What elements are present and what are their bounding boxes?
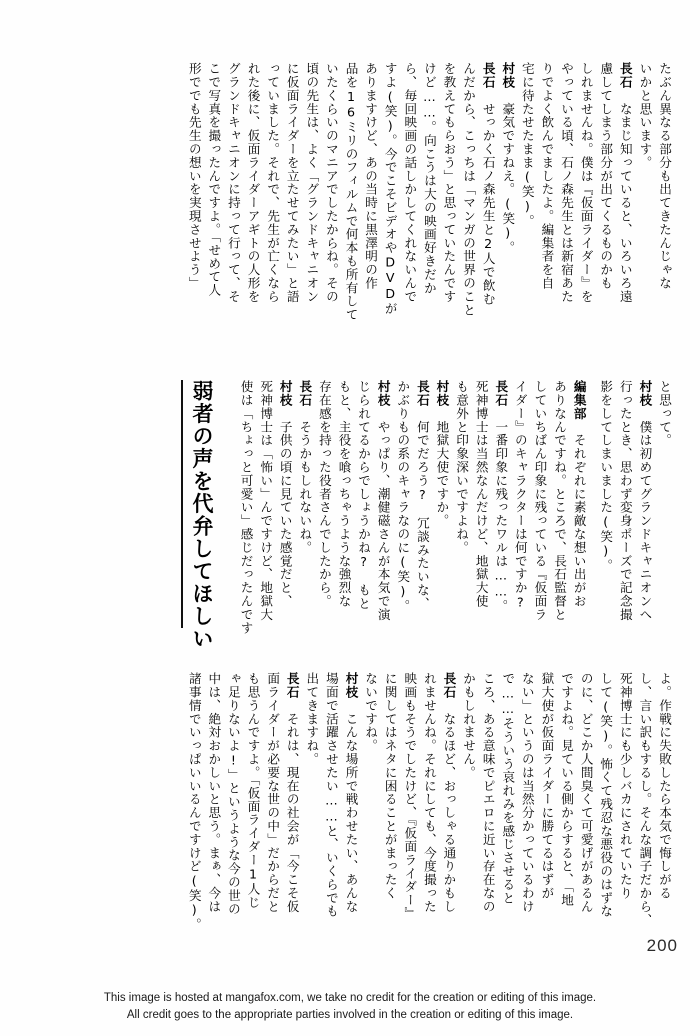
text-column: 出てきますね。: [304, 672, 320, 766]
speaker-name: 村枝: [637, 380, 653, 407]
text-column: 行ったとき、思わず変身ポーズで記念撮: [617, 380, 633, 622]
text-column: たぶん異なる部分も出てきたんじゃな: [657, 62, 672, 290]
text-column: 映画もそうでしたけど、『仮面ライダー』: [402, 672, 418, 921]
text-column: ら、毎回映画の話しかしてくれないんで: [402, 62, 418, 304]
speaker-line-text: せっかく石ノ森先生と2人で飲む: [480, 88, 496, 306]
text-block-middle: [239, 380, 670, 635]
text-column: [618, 62, 631, 303]
text-column: [435, 380, 448, 527]
text-column: して(笑)。怖くて残忍な悪役のはずな: [598, 672, 614, 918]
text-column: [278, 380, 291, 608]
text-column: [376, 380, 389, 621]
text-column: かもしれません。: [461, 672, 477, 780]
text-column: に仮面ライダーを立たせてみたい」と語: [284, 62, 300, 304]
text-block-top: [187, 62, 670, 362]
text-column: [285, 672, 298, 913]
text-column: 使は「ちょっと可愛い」感じだったんです: [238, 380, 254, 635]
speaker-line-text: 僕は初めてグランドキャニオンへ: [637, 406, 653, 622]
text-column: れた後に、仮面ライダーアギトの人形を: [245, 62, 261, 304]
text-column: を教えてもらおう」と思っていたんです: [441, 62, 457, 304]
text-column: ありますけど、あの当時に黒澤明の作: [363, 62, 379, 290]
speaker-name: 長石: [493, 380, 509, 407]
text-column: イダー』のキャラクターは何ですか?: [512, 380, 528, 611]
text-column: [415, 380, 428, 610]
section-heading: [181, 380, 214, 650]
text-column: グランドキャニオンに持って行って、そ: [225, 62, 241, 304]
text-column: 中は、絶対おかしいと思う。まぁ、今は: [206, 672, 222, 914]
text-column: 慮してしまう部分が出てくるものかも: [598, 62, 614, 290]
text-column: 獄大使が仮面ライダーに勝てるはずが: [539, 672, 555, 900]
speaker-name: 編集部: [571, 380, 587, 421]
text-column: かぶりもの系のキャラなのに(笑)。: [395, 380, 411, 613]
speaker-name: 長石: [297, 380, 313, 407]
text-column: こで写真を撮ったんですよ。「せめて人: [206, 62, 222, 297]
text-column: すよ(笑)。今でこそビデオやDVDが: [382, 62, 398, 316]
text-column: していちばん印象に残っている『仮面ラ: [532, 380, 548, 622]
text-column: りでよく飲んでましたよ。編集者を自: [539, 62, 555, 290]
text-column: 死神博士は「怖い」んですけど、地獄大: [258, 380, 274, 622]
text-column: けど……。向こうは大の映画好きだか: [421, 62, 437, 295]
text-column: やっている頃、石ノ森先生とは新宿あた: [559, 62, 575, 304]
text-column: しれませんね。僕は『仮面ライダー』を: [578, 62, 594, 304]
text-column: [344, 672, 357, 913]
text-block-bottom: [186, 672, 672, 932]
text-column: 品を16ミリのフィルムで何本も所有して: [343, 62, 359, 322]
speaker-line-text: 豪気ですねえ。(笑)。: [500, 88, 516, 255]
text-column: と思って。: [657, 380, 672, 447]
text-column: も思うんですよ。「仮面ライダー1人じ: [245, 672, 261, 910]
heading-rule: [181, 380, 183, 628]
text-column: っていました。それで、先生が亡くなら: [265, 62, 281, 304]
text-column: に関してはネタに困ることがまったく: [382, 672, 398, 900]
speaker-line-text: そうかもしれないね。: [297, 406, 313, 555]
speaker-line-text: なまじ知っていると、いろいろ遠: [617, 88, 633, 304]
text-column: 面ライダーが必要な世の中」だからだと: [265, 672, 281, 914]
speaker-line-text: やっぱり、潮健磁さんが本気で演: [375, 406, 391, 622]
text-column: もと、主役を喰っちゃうような強烈な: [336, 380, 352, 608]
text-column: ありなんですね。ところで、長石監督と: [552, 380, 568, 622]
speaker-line-text: 子供の頃に見ていた感覚だと、: [277, 406, 293, 608]
text-column: も意外と印象深いですよね。: [454, 380, 470, 555]
text-column: れませんね。それにしても、今度撮った: [421, 672, 437, 914]
text-column: [501, 62, 514, 254]
footer-notice: [0, 990, 700, 1023]
text-column: 形ででも先生の想いを実現させよう」: [186, 62, 202, 290]
text-column: で……そういう哀れみを感じさせると: [500, 672, 516, 905]
text-column: いかと思います。: [637, 62, 653, 170]
speaker-line-text: それぞれに素敵な想い出がお: [571, 420, 587, 608]
speaker-name: 村枝: [343, 672, 359, 699]
text-column: [481, 62, 494, 306]
speaker-name: 村枝: [277, 380, 293, 407]
text-column: [298, 380, 311, 554]
footer-line-1: This image is hosted at mangafox.com, we take no credit for the creation or editing of this image.: [103, 992, 597, 1004]
speaker-name: 長石: [284, 672, 300, 699]
text-column: ゃ足りないよ!」というような今の世の: [225, 672, 241, 916]
text-column: 諸事情でいっぱいいるんですけど(笑)。: [186, 672, 202, 932]
text-column: 頃の先生は、よく「グランドキャニオン: [304, 62, 320, 304]
speaker-line-text: 地獄大使ですか。: [434, 406, 450, 528]
speaker-line-text: 何でだろう? 冗談みたいな、: [414, 406, 430, 611]
speaker-name: 長石: [480, 62, 496, 89]
speaker-name: 長石: [617, 62, 633, 89]
speaker-name: 村枝: [500, 62, 516, 89]
text-column: 場面で活躍させたい……と、いくらでも: [323, 672, 339, 918]
text-column: んだから、こっちは「マンガの世界のこと: [461, 62, 477, 317]
page-number: 200: [646, 936, 678, 955]
text-column: ですよね。見ている側からすると、「地: [559, 672, 575, 907]
text-column: 影をしてしまいました(笑)。: [598, 380, 614, 573]
text-column: ころ、ある意味でピエロに近い存在なの: [480, 672, 496, 914]
speaker-name: 長石: [414, 380, 430, 407]
speaker-line-text: 一番印象に残ったワルは……。: [493, 406, 509, 613]
text-column: ない」というのは当然分かっているわけ: [519, 672, 535, 914]
text-column: のに、どこか人間臭くて可愛げがあるん: [578, 672, 594, 914]
speaker-line-text: なるほど、おっしゃる通りかもし: [441, 698, 457, 914]
text-column: 宅に待たせたまま(笑)。: [519, 62, 535, 228]
speaker-name: 村枝: [434, 380, 450, 407]
text-column: じられてるからでしょうかね? もと: [356, 380, 372, 611]
text-column: 死神博士は当然なんだけど、地獄大使: [473, 380, 489, 608]
text-column: し、言い訳もするし。そんな調子だから、: [637, 672, 653, 927]
text-column: ないですね。: [363, 672, 379, 753]
text-column: 死神博士にも少しバカにされていたり: [617, 672, 633, 900]
text-column: [442, 672, 455, 913]
speaker-name: 長石: [441, 672, 457, 699]
text-column: [638, 380, 651, 621]
text-column: [572, 380, 585, 608]
speaker-name: 村枝: [375, 380, 391, 407]
text-column: いたくらいのマニアでしたからね。その: [323, 62, 339, 304]
text-column: 存在感を持った役者さんでしたから。: [316, 380, 332, 608]
speaker-line-text: それは、現在の社会が「今こそ仮: [284, 698, 300, 914]
footer-line-2: All credit goes to the appropriate parties involved in the creation or editing of this image.: [126, 1008, 574, 1021]
text-column: [494, 380, 507, 613]
speaker-line-text: こんな場所で戦わせたい、あんな: [343, 698, 359, 914]
section-heading-text: 弱者の声を代弁してほしい: [190, 380, 214, 650]
text-column: よ。作戦に失敗したら本気で悔しがる: [657, 672, 672, 900]
